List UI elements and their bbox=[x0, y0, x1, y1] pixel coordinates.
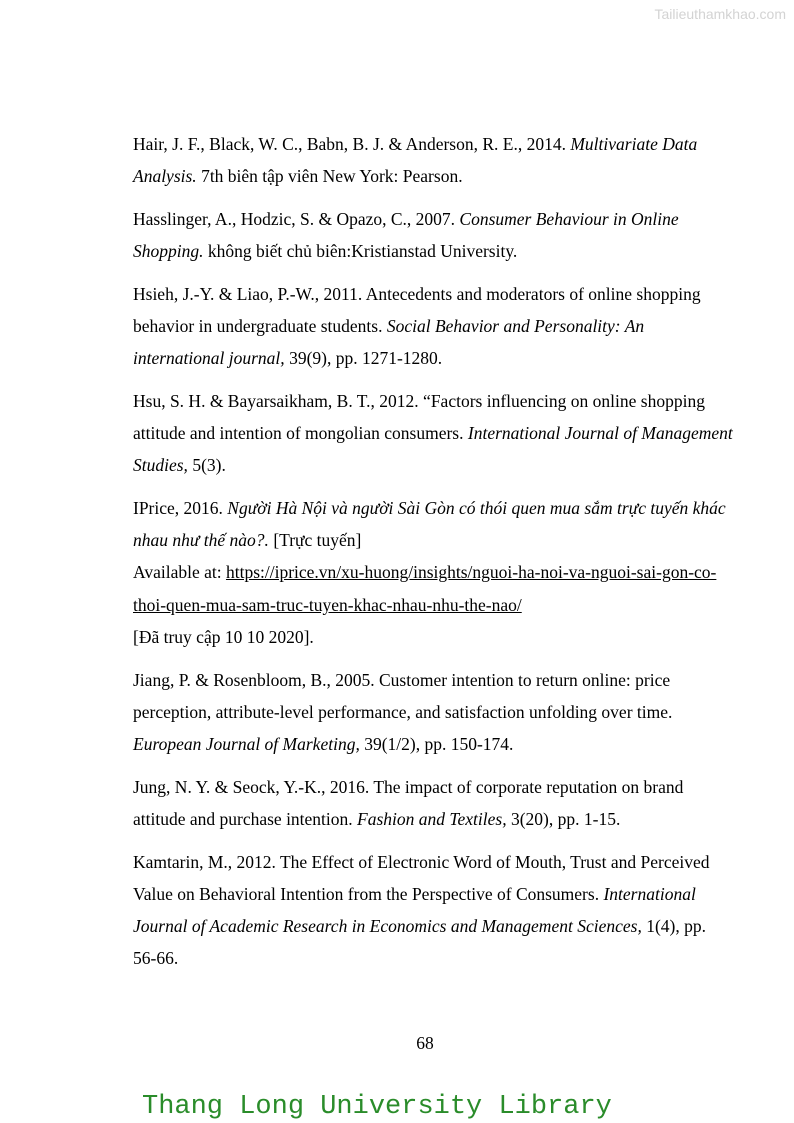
ref-url-link[interactable]: https://iprice.vn/xu-huong/insights/nguoi-ha-noi-va-nguoi-sai-gon-co-thoi-quen-mua-sam-truc-tuyen-khac-nhau-nhu-the-nao/ bbox=[133, 562, 717, 615]
ref-available-label: Available at: bbox=[133, 562, 222, 583]
reference-iprice bbox=[133, 492, 733, 653]
reference-hsieh bbox=[133, 278, 733, 375]
watermark: Tailieuthamkhao.com bbox=[654, 6, 786, 22]
ref-authors: Hsieh, J.-Y. & Liao, P.-W., 2011. bbox=[133, 283, 363, 304]
ref-journal: International Journal of Management Studies, bbox=[133, 423, 733, 476]
ref-authors: Jiang, P. & Rosenbloom, B., 2005. bbox=[133, 669, 375, 690]
ref-authors: IPrice, 2016. bbox=[133, 498, 223, 519]
ref-journal: Social Behavior and Personality: An international journal, bbox=[133, 316, 645, 369]
ref-title: Người Hà Nội và người Sài Gòn có thói quen mua sắm trực tuyến khác nhau như thế nào?. bbox=[133, 498, 726, 551]
library-footer: Thang Long University Library bbox=[142, 1092, 612, 1122]
ref-details: 5(3). bbox=[192, 455, 226, 476]
ref-text: Antecedents and moderators of online shopping behavior in undergraduate students. bbox=[133, 283, 701, 337]
ref-rest: 7th biên tập viên New York: Pearson. bbox=[201, 166, 463, 187]
ref-authors: Hair, J. F., Black, W. C., Babn, B. J. & Anderson, R. E., 2014. bbox=[133, 134, 566, 154]
page-number: 68 bbox=[416, 1033, 434, 1053]
ref-journal: European Journal of Marketing, bbox=[133, 733, 360, 754]
ref-details: 1(4), pp. 56-66. bbox=[133, 915, 706, 969]
ref-authors: Hsu, S. H. & Bayarsaikham, B. T., 2012. bbox=[133, 390, 419, 411]
ref-journal: International Journal of Academic Research in Economics and Management Sciences, bbox=[133, 883, 696, 936]
reference-hsu bbox=[133, 385, 733, 482]
reference-hair bbox=[133, 128, 733, 192]
ref-text: “Factors influencing on online shopping attitude and intention of mongolian consumers. bbox=[133, 390, 705, 444]
ref-authors: Jung, N. Y. & Seock, Y.-K., 2016. bbox=[133, 776, 370, 797]
ref-title: Multivariate Data Analysis. bbox=[133, 134, 698, 187]
reference-jung bbox=[133, 771, 733, 835]
ref-text: The Effect of Electronic Word of Mouth, Trust and Perceived Value on Behavioral Intention from the Perspective of Consumers. bbox=[133, 851, 710, 904]
reference-list bbox=[133, 128, 733, 985]
ref-accessed: [Đã truy cập 10 10 2020]. bbox=[133, 626, 314, 647]
reference-hasslinger bbox=[133, 203, 733, 267]
ref-details: 3(20), pp. 1-15. bbox=[510, 808, 621, 829]
ref-journal: Fashion and Textiles, bbox=[357, 808, 507, 829]
ref-details: 39(1/2), pp. 150-174. bbox=[364, 733, 514, 754]
ref-title: Consumer Behaviour in Online Shopping. bbox=[133, 208, 679, 262]
reference-kamtarin bbox=[133, 846, 733, 975]
ref-authors: Kamtarin, M., 2012. bbox=[133, 851, 276, 872]
ref-details: 39(9), pp. 1271-1280. bbox=[289, 348, 443, 369]
ref-rest: không biết chủ biên:Kristianstad University. bbox=[207, 241, 518, 262]
ref-text: Customer intention to return online: price perception, attribute-level performance, and satisfaction unfolding over time. bbox=[133, 669, 673, 722]
ref-authors: Hasslinger, A., Hodzic, S. & Opazo, C., 2007. bbox=[133, 208, 456, 229]
ref-text: The impact of corporate reputation on brand attitude and purchase intention. bbox=[133, 776, 684, 829]
ref-medium: [Trực tuyến] bbox=[273, 530, 362, 551]
reference-jiang bbox=[133, 664, 733, 761]
